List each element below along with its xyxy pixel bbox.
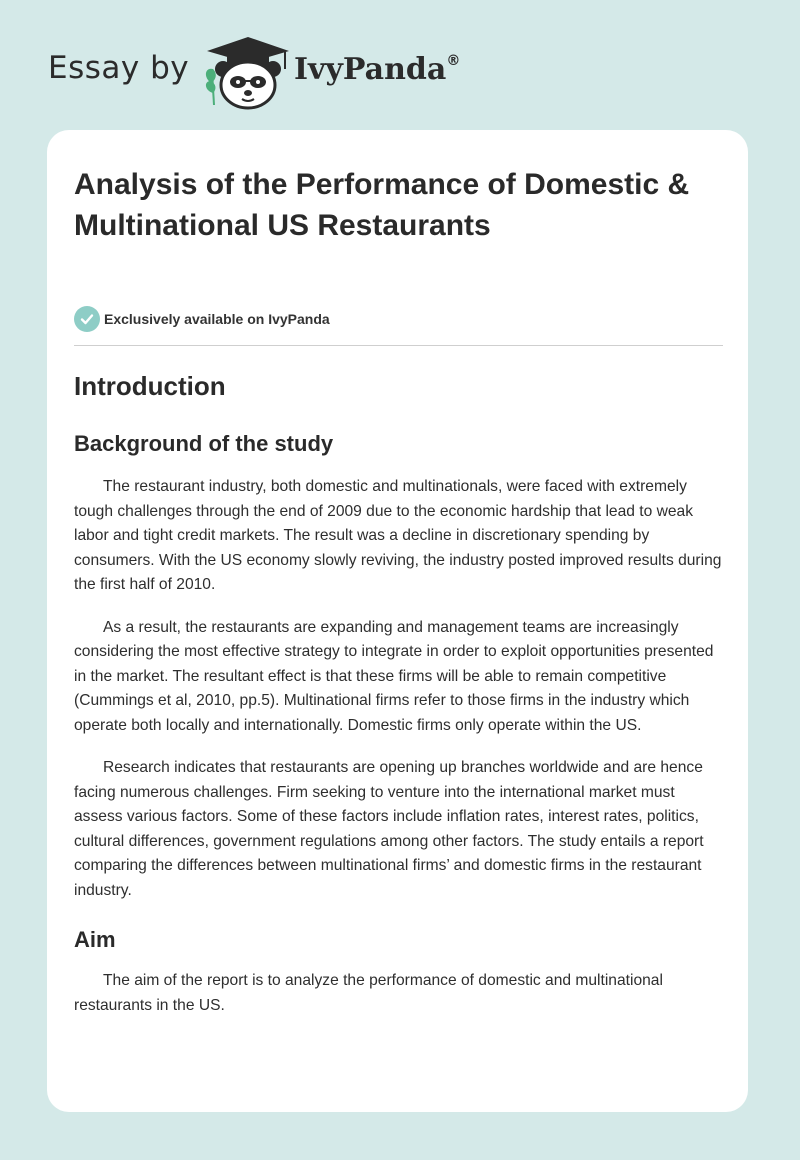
exclusive-badge [74, 306, 330, 332]
article-body [74, 366, 723, 1018]
check-icon [74, 306, 100, 332]
badge-text: Exclusively available on IvyPanda [104, 311, 330, 327]
brand-name[interactable] [294, 52, 460, 87]
essay-by-label: Essay by [48, 50, 190, 86]
leaf-icon [206, 69, 216, 105]
paragraph: The aim of the report is to analyze the performance of domestic and multinational restaurants in the US. [74, 972, 663, 1014]
paragraph: The restaurant industry, both domestic and multinationals, were faced with extremely tough challenges through the end of 2009 due to the economic hardship that lead to weak labor and tight credit markets. The result was a decline in discretionary spending by consumers. With the US economy slowly reviving, the industry posted improved results during the first half of 2010. [74, 478, 722, 593]
panda-logo-icon[interactable] [201, 35, 295, 110]
site-header [0, 0, 800, 130]
article-title: Analysis of the Performance of Domestic & Multinational US Restaurants [74, 168, 690, 242]
paragraph: Research indicates that restaurants are opening up branches worldwide and are hence facing numerous challenges. Firm seeking to venture into the international market must assess various factors. Some of these factors include inflation rates, interest rates, politics, cultural differences, government regulations among other factors. The study entails a report comparing the differences between multinational firms’ and domestic firms in the restaurant industry. [74, 759, 704, 899]
registered-mark: ® [446, 53, 461, 69]
brand-text: IvyPanda [294, 52, 447, 87]
divider [74, 345, 723, 346]
subsection-heading-background: Background of the study [74, 431, 334, 456]
article-card [47, 130, 748, 1112]
subsection-heading-aim: Aim [74, 927, 116, 952]
paragraph: As a result, the restaurants are expanding and management teams are increasingly considering the most effective strategy to integrate in order to exploit opportunities presented in the market. The resultant effect is that these firms will be able to remain competitive (Cummings et al, 2010, pp.5). Multinational firms refer to those firms in the industry which operate both locally and internationally. Domestic firms only operate within the US. [74, 618, 714, 734]
section-heading: Introduction [74, 371, 226, 401]
